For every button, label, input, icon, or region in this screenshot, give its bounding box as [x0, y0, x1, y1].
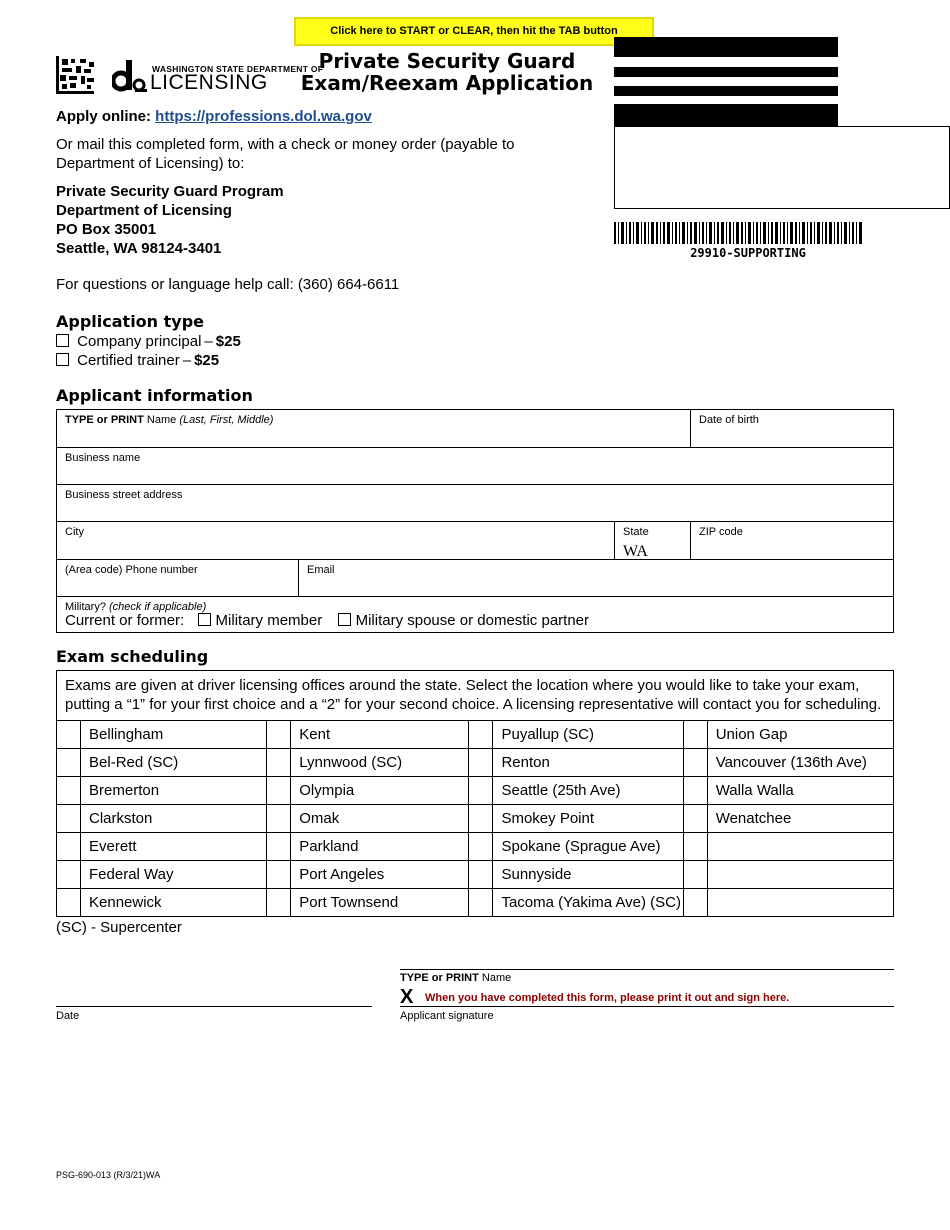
exam-instructions: Exams are given at driver licensing offices around the state. Select the location where you would like to take your exam, putting a “1” for your first choice and a “2” for your second choice. A licensing representative will contact you for scheduling.	[56, 670, 894, 721]
apply-online-link[interactable]: https://professions.dol.wa.gov	[155, 108, 372, 125]
choice-box[interactable]	[469, 861, 493, 889]
current-former-label: Current or former:	[65, 612, 185, 629]
location-name: Tacoma (Yakima Ave) (SC)	[493, 889, 683, 917]
name-label-italic: (Last, First, Middle)	[179, 414, 274, 426]
military-member-label: Military member	[215, 612, 323, 629]
city-label: City	[65, 526, 84, 538]
name-label	[65, 414, 273, 426]
phone-label: (Area code) Phone number	[65, 564, 198, 576]
zip-label: ZIP code	[699, 526, 743, 538]
city-field[interactable]	[57, 522, 615, 560]
location-name: Vancouver (136th Ave)	[707, 749, 893, 777]
form-id: PSG-690-013 (R/3/21)WA	[56, 1170, 161, 1180]
applicant-info-heading: Applicant information	[56, 386, 253, 405]
choice-box[interactable]	[267, 833, 291, 861]
dob-label: Date of birth	[699, 414, 759, 426]
email-label: Email	[307, 564, 335, 576]
location-name	[707, 833, 893, 861]
table-row	[57, 805, 894, 833]
choice-box[interactable]	[469, 721, 493, 749]
application-type-option: Certified trainer – $25	[56, 351, 219, 370]
location-name: Lynnwood (SC)	[291, 749, 469, 777]
email-field[interactable]	[299, 560, 894, 597]
applicant-info-grid	[56, 409, 894, 633]
barcode-label: 29910-SUPPORTING	[690, 246, 806, 260]
dob-field[interactable]	[691, 410, 894, 448]
office-use-bar	[614, 86, 838, 96]
mail-instructions	[56, 135, 515, 173]
signature-x-mark: X	[400, 986, 414, 1008]
location-name: Bremerton	[81, 777, 267, 805]
title-line-1: Private Security Guard	[318, 49, 576, 73]
location-name: Spokane (Sprague Ave)	[493, 833, 683, 861]
military-spouse-checkbox[interactable]	[338, 613, 351, 626]
datamatrix-code-icon	[56, 56, 94, 94]
business-name-label: Business name	[65, 452, 141, 464]
military-row	[57, 597, 894, 633]
application-type-heading: Application type	[56, 312, 205, 331]
logo-agency-line: WASHINGTON STATE DEPARTMENT OF	[152, 64, 324, 74]
choice-box[interactable]	[683, 861, 707, 889]
print-name-label	[400, 972, 511, 984]
military-options	[65, 612, 589, 629]
name-field[interactable]	[57, 410, 691, 448]
military-label-italic: (check if applicable)	[109, 601, 207, 613]
choice-box[interactable]	[57, 889, 81, 917]
table-row	[57, 889, 894, 917]
print-name-bold: TYPE or PRINT	[400, 972, 479, 984]
choice-box[interactable]	[267, 861, 291, 889]
certified-trainer-checkbox[interactable]	[56, 353, 69, 366]
choice-box[interactable]	[57, 861, 81, 889]
mail-line: Or mail this completed form, with a check or money order (payable to	[56, 136, 515, 153]
sign-instructions: When you have completed this form, please print it out and sign here.	[425, 992, 790, 1004]
choice-box[interactable]	[683, 777, 707, 805]
choice-box[interactable]	[683, 749, 707, 777]
mailing-address	[56, 182, 284, 258]
location-name: Renton	[493, 749, 683, 777]
choice-box[interactable]	[57, 833, 81, 861]
location-name: Bel-Red (SC)	[81, 749, 267, 777]
choice-box[interactable]	[469, 889, 493, 917]
address-line: Private Security Guard Program	[56, 183, 284, 200]
choice-box[interactable]	[57, 721, 81, 749]
choice-box[interactable]	[267, 777, 291, 805]
street-address-label: Business street address	[65, 489, 183, 501]
address-line: Department of Licensing	[56, 202, 232, 219]
state-field[interactable]	[615, 522, 691, 560]
choice-box[interactable]	[469, 833, 493, 861]
phone-field[interactable]	[57, 560, 299, 597]
location-name: Olympia	[291, 777, 469, 805]
location-name: Parkland	[291, 833, 469, 861]
location-name: Clarkston	[81, 805, 267, 833]
name-label-text: Name	[146, 414, 177, 426]
location-name: Kennewick	[81, 889, 267, 917]
state-label: State	[623, 526, 649, 538]
location-name: Federal Way	[81, 861, 267, 889]
choice-box[interactable]	[683, 721, 707, 749]
location-name: Omak	[291, 805, 469, 833]
mail-line: Department of Licensing) to:	[56, 155, 245, 172]
location-name: Port Angeles	[291, 861, 469, 889]
date-label: Date	[56, 1010, 80, 1022]
application-type-option: Company principal – $25	[56, 332, 241, 351]
logo-licensing-text: LICENSING	[150, 71, 268, 94]
choice-box[interactable]	[469, 777, 493, 805]
office-use-box	[614, 126, 950, 209]
choice-box[interactable]	[57, 777, 81, 805]
location-name: Walla Walla	[707, 777, 893, 805]
address-line: PO Box 35001	[56, 221, 157, 238]
print-name-text: Name	[481, 972, 512, 984]
table-row	[57, 721, 894, 749]
office-use-bar	[614, 104, 838, 126]
option-label: Company principal	[77, 333, 202, 350]
choice-box[interactable]	[469, 749, 493, 777]
location-name: Seattle (25th Ave)	[493, 777, 683, 805]
location-name	[707, 861, 893, 889]
choice-box[interactable]	[57, 805, 81, 833]
military-member-checkbox[interactable]	[198, 613, 211, 626]
choice-box[interactable]	[683, 889, 707, 917]
apply-online	[56, 107, 372, 126]
location-name: Puyallup (SC)	[493, 721, 683, 749]
help-line: For questions or language help call: (360) 664-6611	[56, 276, 400, 293]
location-name	[707, 889, 893, 917]
title-line-2: Exam/Reexam Application	[300, 71, 594, 95]
page-title	[300, 50, 594, 94]
location-name: Sunnyside	[493, 861, 683, 889]
location-name: Everett	[81, 833, 267, 861]
table-row	[57, 861, 894, 889]
choice-box[interactable]	[267, 721, 291, 749]
office-use-bar	[614, 37, 838, 57]
company-principal-checkbox[interactable]	[56, 334, 69, 347]
location-name: Wenatchee	[707, 805, 893, 833]
state-value: WA	[623, 543, 648, 560]
choice-box[interactable]	[267, 889, 291, 917]
date-line[interactable]	[56, 1006, 372, 1007]
apply-online-label: Apply online:	[56, 108, 151, 125]
table-row	[57, 777, 894, 805]
supercenter-note: (SC) - Supercenter	[56, 919, 182, 936]
exam-locations-table	[56, 720, 894, 917]
choice-box[interactable]	[267, 805, 291, 833]
table-row	[57, 833, 894, 861]
choice-box[interactable]	[57, 749, 81, 777]
zip-field[interactable]	[691, 522, 894, 560]
option-fee: $25	[194, 352, 220, 369]
location-name: Bellingham	[81, 721, 267, 749]
location-name: Port Townsend	[291, 889, 469, 917]
choice-box[interactable]	[683, 833, 707, 861]
barcode-icon	[614, 222, 862, 244]
office-use-bar	[614, 67, 838, 77]
choice-box[interactable]	[267, 749, 291, 777]
signature-line[interactable]	[400, 1006, 894, 1007]
option-label: Certified trainer	[77, 352, 180, 369]
option-fee: $25	[215, 333, 241, 350]
location-name: Union Gap	[707, 721, 893, 749]
location-name: Kent	[291, 721, 469, 749]
address-line: Seattle, WA 98124-3401	[56, 240, 222, 257]
exam-scheduling-heading: Exam scheduling	[56, 647, 209, 666]
print-name-line[interactable]	[400, 969, 894, 970]
signature-label: Applicant signature	[400, 1010, 494, 1022]
business-name-field[interactable]	[57, 448, 894, 485]
location-name: Smokey Point	[493, 805, 683, 833]
table-row	[57, 749, 894, 777]
name-label-bold: TYPE or PRINT	[65, 414, 144, 426]
choice-box[interactable]	[469, 805, 493, 833]
military-label-text: Military?	[65, 601, 106, 613]
choice-box[interactable]	[683, 805, 707, 833]
military-spouse-label: Military spouse or domestic partner	[355, 612, 590, 629]
street-address-field[interactable]	[57, 485, 894, 522]
start-clear-button[interactable]: Click here to START or CLEAR, then hit the TAB button	[294, 17, 654, 46]
